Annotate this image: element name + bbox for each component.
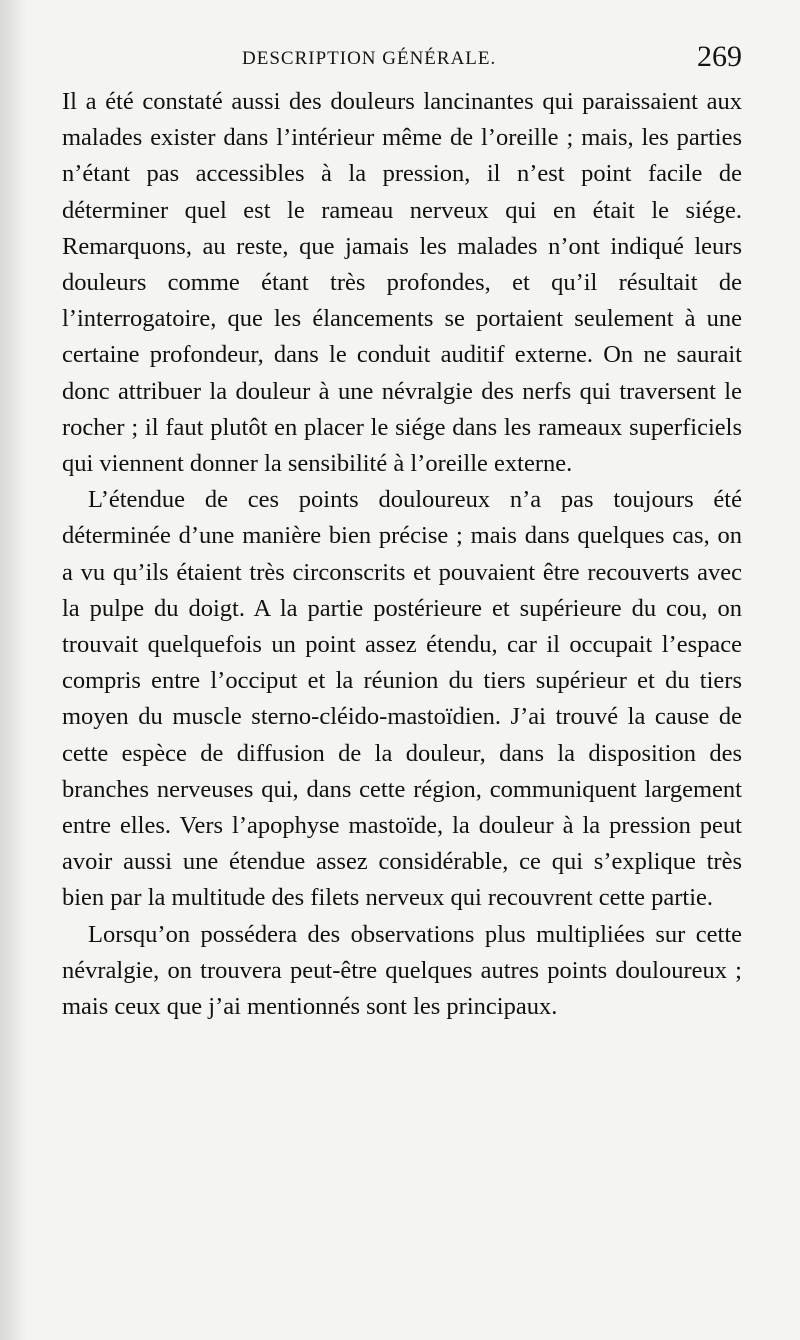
page-header xyxy=(62,38,742,78)
paragraph-2: L’étendue de ces points douloureux n’a pas toujours été déterminée d’une manière bien précise ; mais dans quelques cas, on a vu qu’ils étaient très circonscrits et pouvaient être recouverts avec la pulpe du doigt. A la partie postérieure et supérieure du cou, on trouvait quelquefois un point assez étendu, car il occupait l’espace compris entre l’occiput et la réunion du tiers supérieur et du tiers moyen du muscle sterno-cléido-mastoïdien. J’ai trouvé la cause de cette espèce de diffusion de la douleur, dans la disposition des branches nerveuses qui, dans cette région, communiquent largement entre elles. Vers l’apophyse mastoïde, la douleur à la pression peut avoir aussi une étendue assez considérable, ce qui s’explique très bien par la multitude des filets nerveux qui recouvrent cette partie. xyxy=(62,486,742,912)
running-title: DESCRIPTION GÉNÉRALE. xyxy=(242,48,497,69)
paragraph-1: Il a été constaté aussi des douleurs lancinantes qui paraissaient aux malades exister dans l’intérieur même de l’oreille ; mais, les parties n’étant pas accessibles à la pression, il n’est point facile de déterminer quel est le rameau nerveux qui en était le siége. Remarquons, au reste, que jamais les malades n’ont indiqué leurs douleurs comme étant très profondes, et qu’il résultait de l’interrogatoire, que les élancements se portaient seulement à une certaine profondeur, dans le conduit auditif externe. On ne saurait donc attribuer la douleur à une névralgie des nerfs qui traversent le rocher ; il faut plutôt en placer le siége dans les rameaux superficiels qui viennent donner la sensibilité à l’oreille externe. xyxy=(62,88,742,478)
paragraph-3: Lorsqu’on possédera des observations plus multipliées sur cette névralgie, on trouvera peut-être quelques autres points douloureux ; mais ceux que j’ai mentionnés sont les principaux. xyxy=(62,920,742,1021)
page-number: 269 xyxy=(697,40,742,73)
page-body xyxy=(62,84,742,1025)
page-binding-shadow xyxy=(0,0,28,1340)
